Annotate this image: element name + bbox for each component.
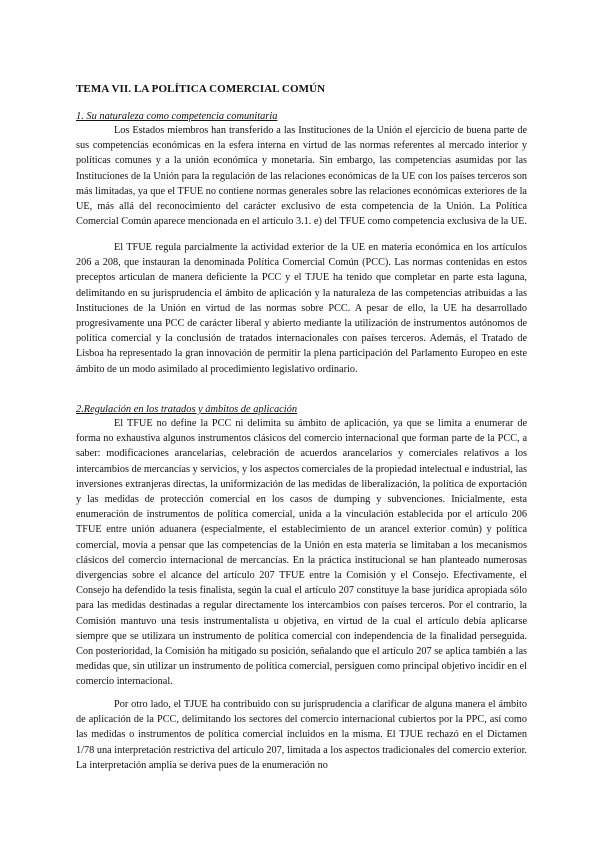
- section-2-paragraph-1: El TFUE no define la PCC ni delimita su ámbito de aplicación, ya que se limita a enumerar de forma no exhaustiva algunos instrumentos clásicos del comercio internacional que forman parte de la PCC, a saber: modificaciones arancelarias, celebración de acuerdos arancelarios y comerciales relativos a los intercambios de mercancías y servicios, y los aspectos comerciales de la propiedad intelectual e industrial, las inversiones extranjeras directas, la uniformización de las medidas de liberalización, la política de exportación y las medidas de protección comercial en los casos de dumping y subvenciones. Inicialmente, esta enumeración de instrumentos de política comercial, unida a la vinculación establecida por el artículo 206 TFUE entre unión aduanera (especialmente, el establecimiento de un arancel exterior común) y política comercial, movía a pensar que las competencias de la Unión en esta materia se limitaban a los mecanismos clásicos del comercio internacional de mercancías. En la práctica institucional se han planteado numerosas divergencias sobre el alcance del artículo 207 TFUE entre la Comisión y el Consejo. Efectivamente, el Consejo ha defendido la tesis finalista, según la cual el artículo 207 constituye la base jurídica apropiada sólo para las medidas destinadas a regular directamente los intercambios con países terceros. Por el contrario, la Comisión mantuvo una tesis instrumentalista u objetiva, en virtud de la cual el artículo debía aplicarse siempre que se utilizara un instrumento de política comercial con independencia de la finalidad perseguida. Con posterioridad, la Comisión ha mitigado su posición, señalando que el artículo 207 se aplica también a las medidas que, sin utilizar un instrumento de política comercial, persiguen como principal objetivo incidir en el comercio internacional.: [76, 418, 527, 688]
- section-1-paragraph-2: El TFUE regula parcialmente la actividad exterior de la UE en materia económica en los artículos 206 a 208, que instauran la denominada Política Comercial Común (PCC). Las normas contenidas en estos preceptos articulan de manera deficiente la PCC y el TJUE ha tenido que completar en parte esta laguna, delimitando en su jurisprudencia el ámbito de aplicación y la naturaleza de las competencias atribuidas a las Instituciones de la Unión en virtud de las normas sobre PCC. A pesar de ello, la UE ha desarrollado progresivamente una PCC de carácter liberal y abierto mediante la utilización de instrumentos autónomos de política comercial y la conclusión de tratados internacionales con países terceros. Además, el Tratado de Lisboa ha representado la gran innovación de permitir la plena participación del Parlamento Europeo en este ámbito de un modo asimilado al procedimiento legislativo ordinario.: [76, 242, 527, 375]
- section-1-paragraph-1: Los Estados miembros han transferido a las Instituciones de la Unión el ejercicio de buena parte de sus competencias económicas en la esfera interna en virtud de las normas referentes al mercado interior y políticas comunes y a la unión económica y monetaria. Sin embargo, las competencias asumidas por las Instituciones de la Unión para la regulación de las relaciones económicas de la UE con los países terceros son más limitadas, ya que el TFUE no contiene normas generales sobre las relaciones económicas exteriores de la UE, más allá del reconocimiento del carácter exclusivo de esta competencia de la Unión. La Política Comercial Común aparece mencionada en el artículo 3.1. e) del TFUE como competencia exclusiva de la UE.: [76, 125, 527, 228]
- section-1-heading: 1. Su naturaleza como competencia comunitaria: [76, 111, 278, 122]
- document-title: TEMA VII. LA POLÍTICA COMERCIAL COMÚN: [76, 83, 326, 95]
- section-2-heading: 2.Regulación en los tratados y ámbitos de aplicación: [76, 404, 298, 415]
- section-2-paragraph-2: Por otro lado, el TJUE ha contribuido con su jurisprudencia a clarificar de alguna manera el ámbito de aplicación de la PCC, delimitando los sectores del comercio internacional cubiertos por la PPC, así como las medidas o instrumentos de política comercial incluidos en la misma. El TJUE rechazó en el Dictamen 1/78 una interpretación restrictiva del artículo 207, limitada a los aspectos tradicionales del comercio exterior. La interpretación amplia se deriva pues de la enumeración no: [76, 699, 527, 771]
